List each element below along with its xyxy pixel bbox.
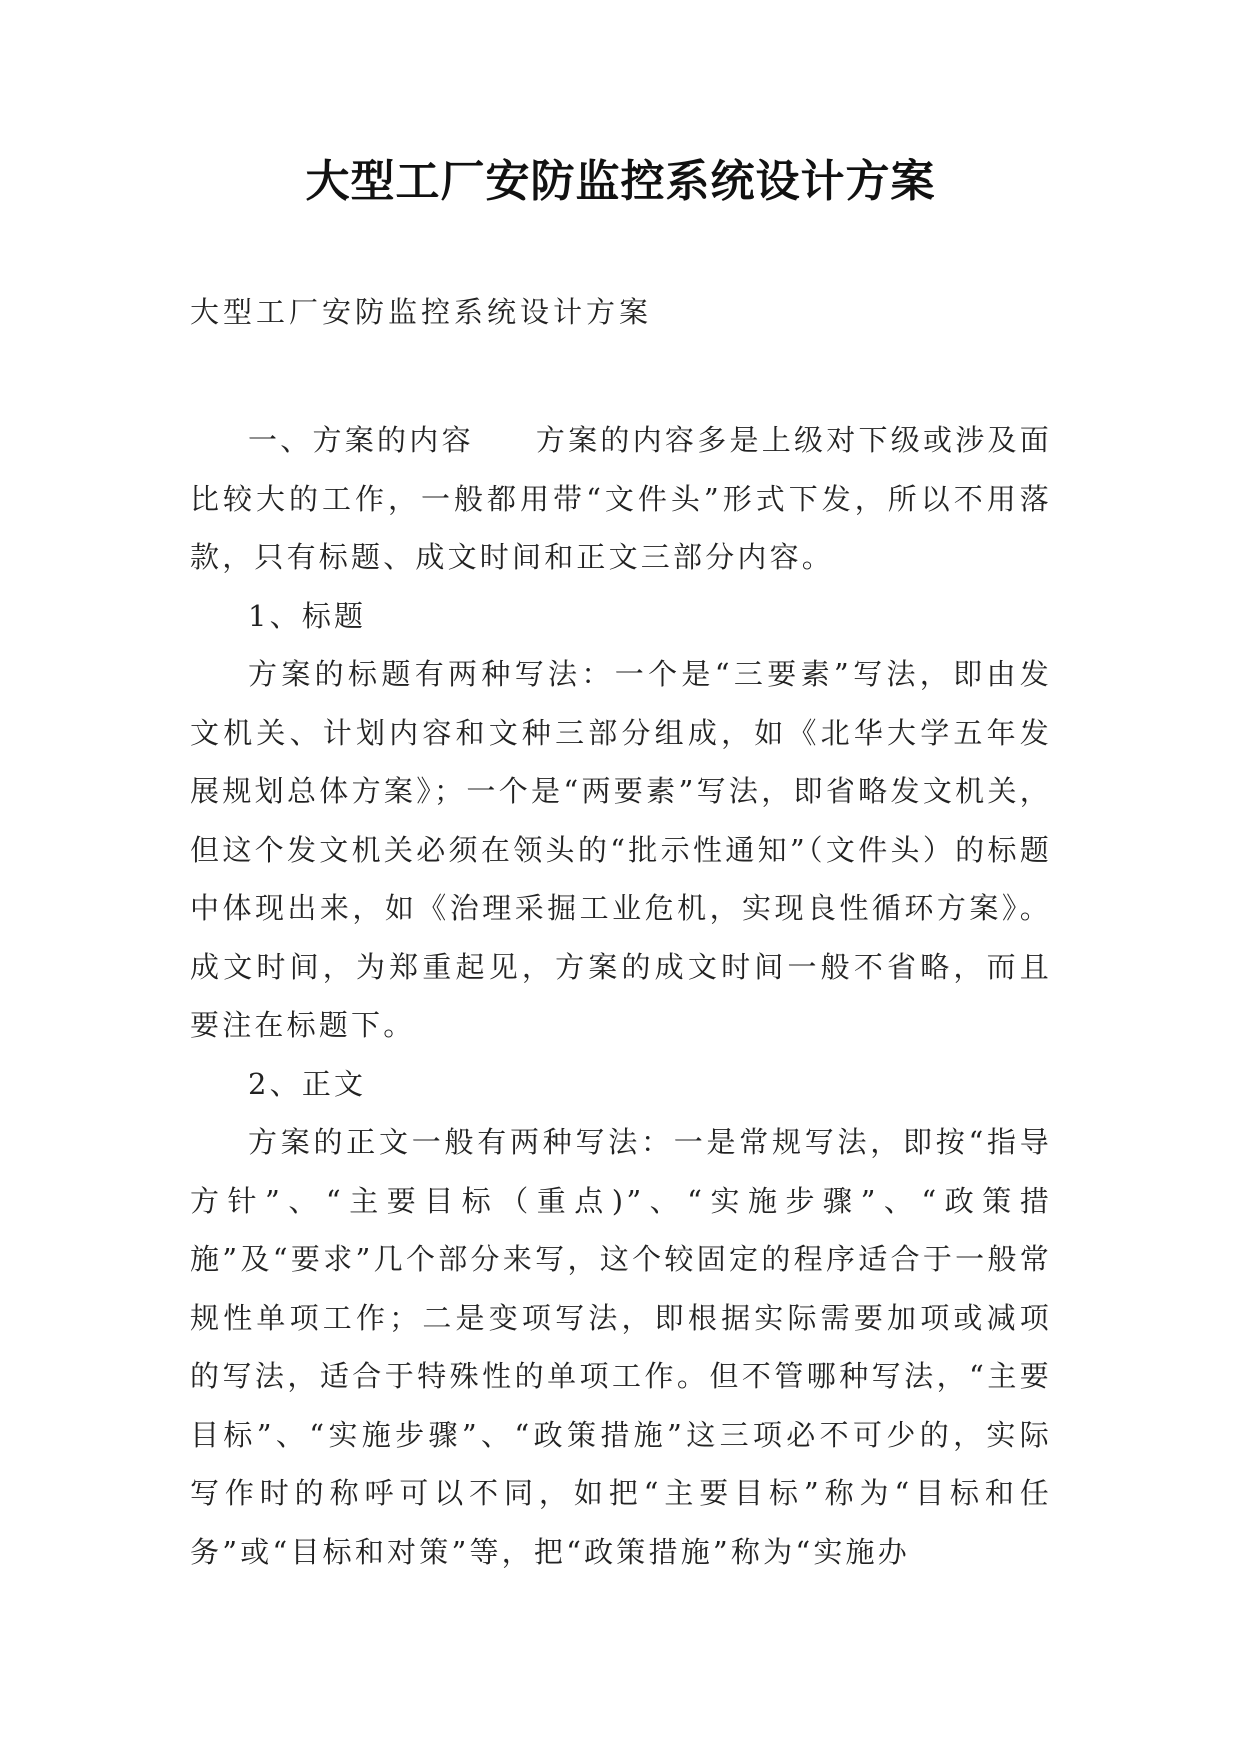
document-body — [190, 411, 1052, 1581]
paragraph-2: 1、标题 — [248, 598, 367, 633]
paragraph-5: 方案的正文一般有两种写法：一是常规写法，即按“指导方针”、“主要目标（重点)”、“实施步骤”、“政策措施”及“要求”几个部分来写，这个较固定的程序适合于一般常规性单项工作；二是变项写法，即根据实际需要加项或减项的写法，适合于特殊性的单项工作。但不管哪种写法，“主要目标”、“实施步骤”、“政策措施”这三项必不可少的，实际写作时的称呼可以不同，如把“主要目标”称为“目标和任务”或“目标和对策”等，把“政策措施”称为“实施办 — [190, 1125, 1052, 1569]
paragraph-1-text: 方案的内容多是上级对下级或涉及面比较大的工作，一般都用带“文件头”形式下发，所以不用落款，只有标题、成文时间和正文三部分内容。 — [190, 423, 1052, 574]
paragraph-4: 2、正文 — [248, 1066, 367, 1101]
document-subtitle: 大型工厂安防监控系统设计方案 — [190, 295, 653, 329]
document-title: 大型工厂安防监控系统设计方案 — [305, 156, 936, 207]
section-heading: 一、方案的内容 — [248, 423, 474, 457]
paragraph-1 — [190, 411, 1052, 587]
paragraph-3: 方案的标题有两种写法：一个是“三要素”写法，即由发文机关、计划内容和文种三部分组成，如《北华大学五年发展规划总体方案》；一个是“两要素”写法，即省略发文机关，但这个发文机关必须在领头的“批示性通知”（文件头）的标题中体现出来，如《治理采掘工业危机，实现良性循环方案》。成文时间，为郑重起见，方案的成文时间一般不省略，而且要注在标题下。 — [190, 657, 1052, 1042]
